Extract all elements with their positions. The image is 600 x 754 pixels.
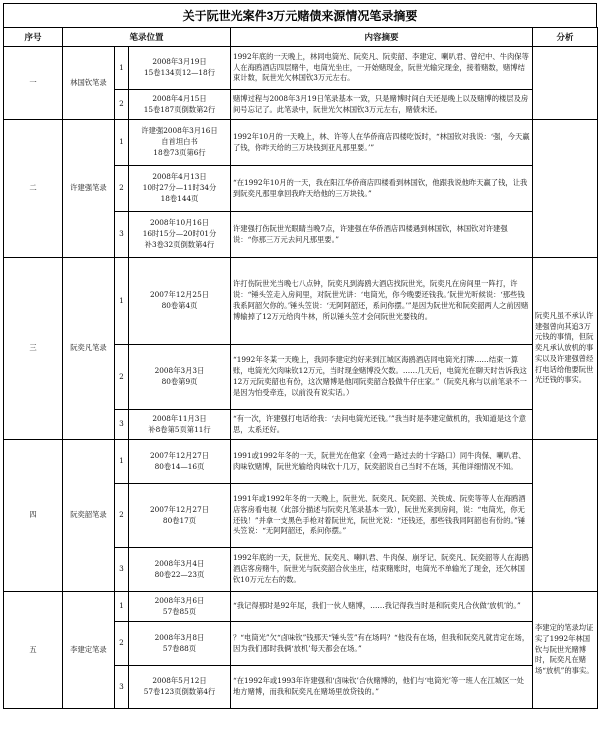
record-position: 许建强2008年3月16日 自首坦白书 18卷73页第6行 [129, 120, 231, 166]
record-position: 2008年11月3日 补8卷第5页第11行 [129, 410, 231, 440]
row-number: 1 [115, 592, 129, 622]
content-summary: “在1992年或1993年许建强和‘卤味钦’合伙赌博的，他们与‘电筒光’等一班人在江城区一处地方赌博，而我和阮奕凡在赌场里放贷钱的。” [231, 666, 533, 709]
row-number: 2 [115, 166, 129, 212]
row-number: 2 [115, 345, 129, 410]
witness-name: 林国钦笔录 [63, 47, 115, 120]
header-analysis: 分析 [533, 28, 598, 47]
analysis-cell: 阮奕凡虽不承认许建强曾向其追3万元钱的事情，但阮奕凡承认放机的事实以及许建强曾经打电话给他要阮世光还钱的事实。 [533, 258, 598, 440]
row-number: 3 [115, 666, 129, 709]
record-position: 2008年10月16日 16时15分—20时01分 补3卷32页倒数第4行 [129, 212, 231, 258]
table-row [4, 120, 598, 166]
witness-name: 许建强笔录 [63, 120, 115, 258]
table-row [4, 258, 598, 345]
record-position: 2008年3月3日 80卷第9页 [129, 345, 231, 410]
content-summary: “1992年冬某一天晚上，我同李建定约好来到江城区海鸥酒店同电筒光打牌……结束一算账，电筒光欠肉味钦12万元，当时现金赌博没欠数。……几天后，电筒光在聊天时告诉我这12万元阮奕韶也有份，这次赌博是他同阮奕韶合股做牛仔庄家。”（阮奕凡称与以前笔录不一是因为怕受牵连，以前没有说实话。） [231, 345, 533, 410]
row-number: 2 [115, 90, 129, 120]
content-summary: 1991或1992年冬的一天，阮世光在他家（金鸡一路过去的十字路口）同牛肉保、喇叭君、肉味钦赌博，阮世光输给肉味钦十几万，阮奕韶说自己当时不在场，其他详细情况不知。 [231, 440, 533, 484]
row-number: 1 [115, 120, 129, 166]
witness-name: 李建定笔录 [63, 592, 115, 709]
record-position: 2008年3月8日 57卷88页 [129, 622, 231, 666]
analysis-cell [533, 120, 598, 258]
analysis-cell [533, 440, 598, 592]
content-summary: 许打伤阮世光当晚七八点钟，阮奕凡到海鸥大酒店找阮世光，阮奕凡在房间里一阵打，许说：“锤头笠走入房间里，对阮世光讲：‘电筒光，你今晚要还钱我。’阮世光听候说：‘那些钱我系阿韶欠你的。’锤头笠说：‘无阿阿韶还，系问你摆。’”是因为阮世光和阮奕韶两人之前因赌博输掉了12万元给肉牛林，所以锤头笠才会问阮世光要钱的。 [231, 258, 533, 345]
row-number: 2 [115, 622, 129, 666]
record-position: 2008年3月19日 15卷134页12—18行 [129, 47, 231, 90]
table-row [4, 47, 598, 90]
record-position: 2008年3月4日 80卷22—23页 [129, 548, 231, 592]
group-seq: 一 [4, 47, 63, 120]
group-seq: 五 [4, 592, 63, 709]
content-summary: 许建强打伤阮世光眼睛当晚7点，许建强在华侨酒店四楼遇到林国钦，林国钦对许建强说：“你那三万元去问凡那里要。” [231, 212, 533, 258]
content-summary: “有一次，许建强打电话给我：‘去问电筒光还钱。’”我当时是李建定做机的，我知道是这个意思，太系还好。 [231, 410, 533, 440]
record-position: 2007年12月25日 80卷第4页 [129, 258, 231, 345]
content-summary: ？“电筒光”欠“卤味钦”钱那天“锤头笠”有在场吗？“他没有在场，但我和阮奕凡就肯定在场，因为我们那时我俩‘放机’每天都会在场。” [231, 622, 533, 666]
row-number: 3 [115, 212, 129, 258]
analysis-cell: 李建定的笔录均证实了1992年林国钦与阮世光赌博时，阮奕凡在赌场“放机”的事实。 [533, 592, 598, 709]
header-position: 笔录位置 [63, 28, 231, 47]
record-position: 2007年12月27日 80卷14—16页 [129, 440, 231, 484]
content-summary: “在1992年10月的一天，我在阳江华侨商店四楼看到林国钦，他跟我说他昨天赢了钱，让我到阮奕凡那里拿回我昨天给他的三万块钱。” [231, 166, 533, 212]
header-row [4, 28, 598, 47]
witness-name: 阮奕凡笔录 [63, 258, 115, 440]
table-row [4, 592, 598, 622]
content-summary: 1992年底的一天，阮世光、阮奕凡、喇叭君、牛肉保、崩牙记、阮奕凡、阮奕韶等人在海鸥酒店客房赌牛，阮世光与阮奕韶合伙坐庄，结束赌账时，电筒光不单输光了现金，还欠林国钦10万元左右的数。 [231, 548, 533, 592]
document-title: 关于阮世光案件3万元赌债来源情况笔录摘要 [3, 3, 597, 27]
record-position: 2008年3月6日 57卷85页 [129, 592, 231, 622]
group-seq: 三 [4, 258, 63, 440]
record-position: 2008年4月13日 10时27分—11时34分 18卷144页 [129, 166, 231, 212]
row-number: 1 [115, 258, 129, 345]
record-position: 2008年4月15日 15卷187页倒数第2行 [129, 90, 231, 120]
record-position: 2008年5月12日 57卷123页倒数第4行 [129, 666, 231, 709]
row-number: 3 [115, 548, 129, 592]
content-summary: “我记得那时是92年尾，我们一伙人赌博，……我记得我当时是和阮奕凡合伙做‘放机’的。” [231, 592, 533, 622]
content-summary: 1992年底的一天晚上，林同电筒光、阮奕凡、阮奕韶、李建定、喇叭君、曾纪中、牛肉保等人在海鸥酒店四层赌牛，电筒光坐庄，一开始赌现金，阮世光输完现金，接着赌数，赌博结束计数，阮世光欠林国钦3万元左右。 [231, 47, 533, 90]
row-number: 3 [115, 410, 129, 440]
content-summary: 1991年或1992年冬的一天晚上，阮世光、阮奕凡、阮奕韶、关铁成、阮奕等等人在海鸥酒店客房看电视（此部分描述与阮奕凡笔录基本一致），阮世光来到房间，说：“电筒光，你无还钱！”并拿一支黑色手枪对着阮世光，阮世光说：“还钱还，那些钱我同阿韶也有份的。”锤头笠说：“无阿阿韶还，系问你摆。” [231, 484, 533, 548]
header-seq: 序号 [4, 28, 63, 47]
content-summary: 1992年10月的一天晚上，林、许等人在华侨商店四楼吃饭时，“林国钦对我说：‘强，今天赢了钱，你昨天给的三万块钱到亚凡那里要。’” [231, 120, 533, 166]
header-summary: 内容摘要 [231, 28, 533, 47]
row-number: 1 [115, 47, 129, 90]
witness-name: 阮奕韶笔录 [63, 440, 115, 592]
row-number: 2 [115, 484, 129, 548]
analysis-cell [533, 47, 598, 120]
record-table [3, 27, 598, 709]
table-row [4, 440, 598, 484]
group-seq: 四 [4, 440, 63, 592]
content-summary: 赌博过程与2008年3月19日笔录基本一致，只是赌博时间白天还是晚上以及赌博的楼层及房间号忘记了。此笔录中，阮世光欠林国钦3万元左右，赌债未还。 [231, 90, 533, 120]
group-seq: 二 [4, 120, 63, 258]
row-number: 1 [115, 440, 129, 484]
record-position: 2007年12月27日 80卷17页 [129, 484, 231, 548]
